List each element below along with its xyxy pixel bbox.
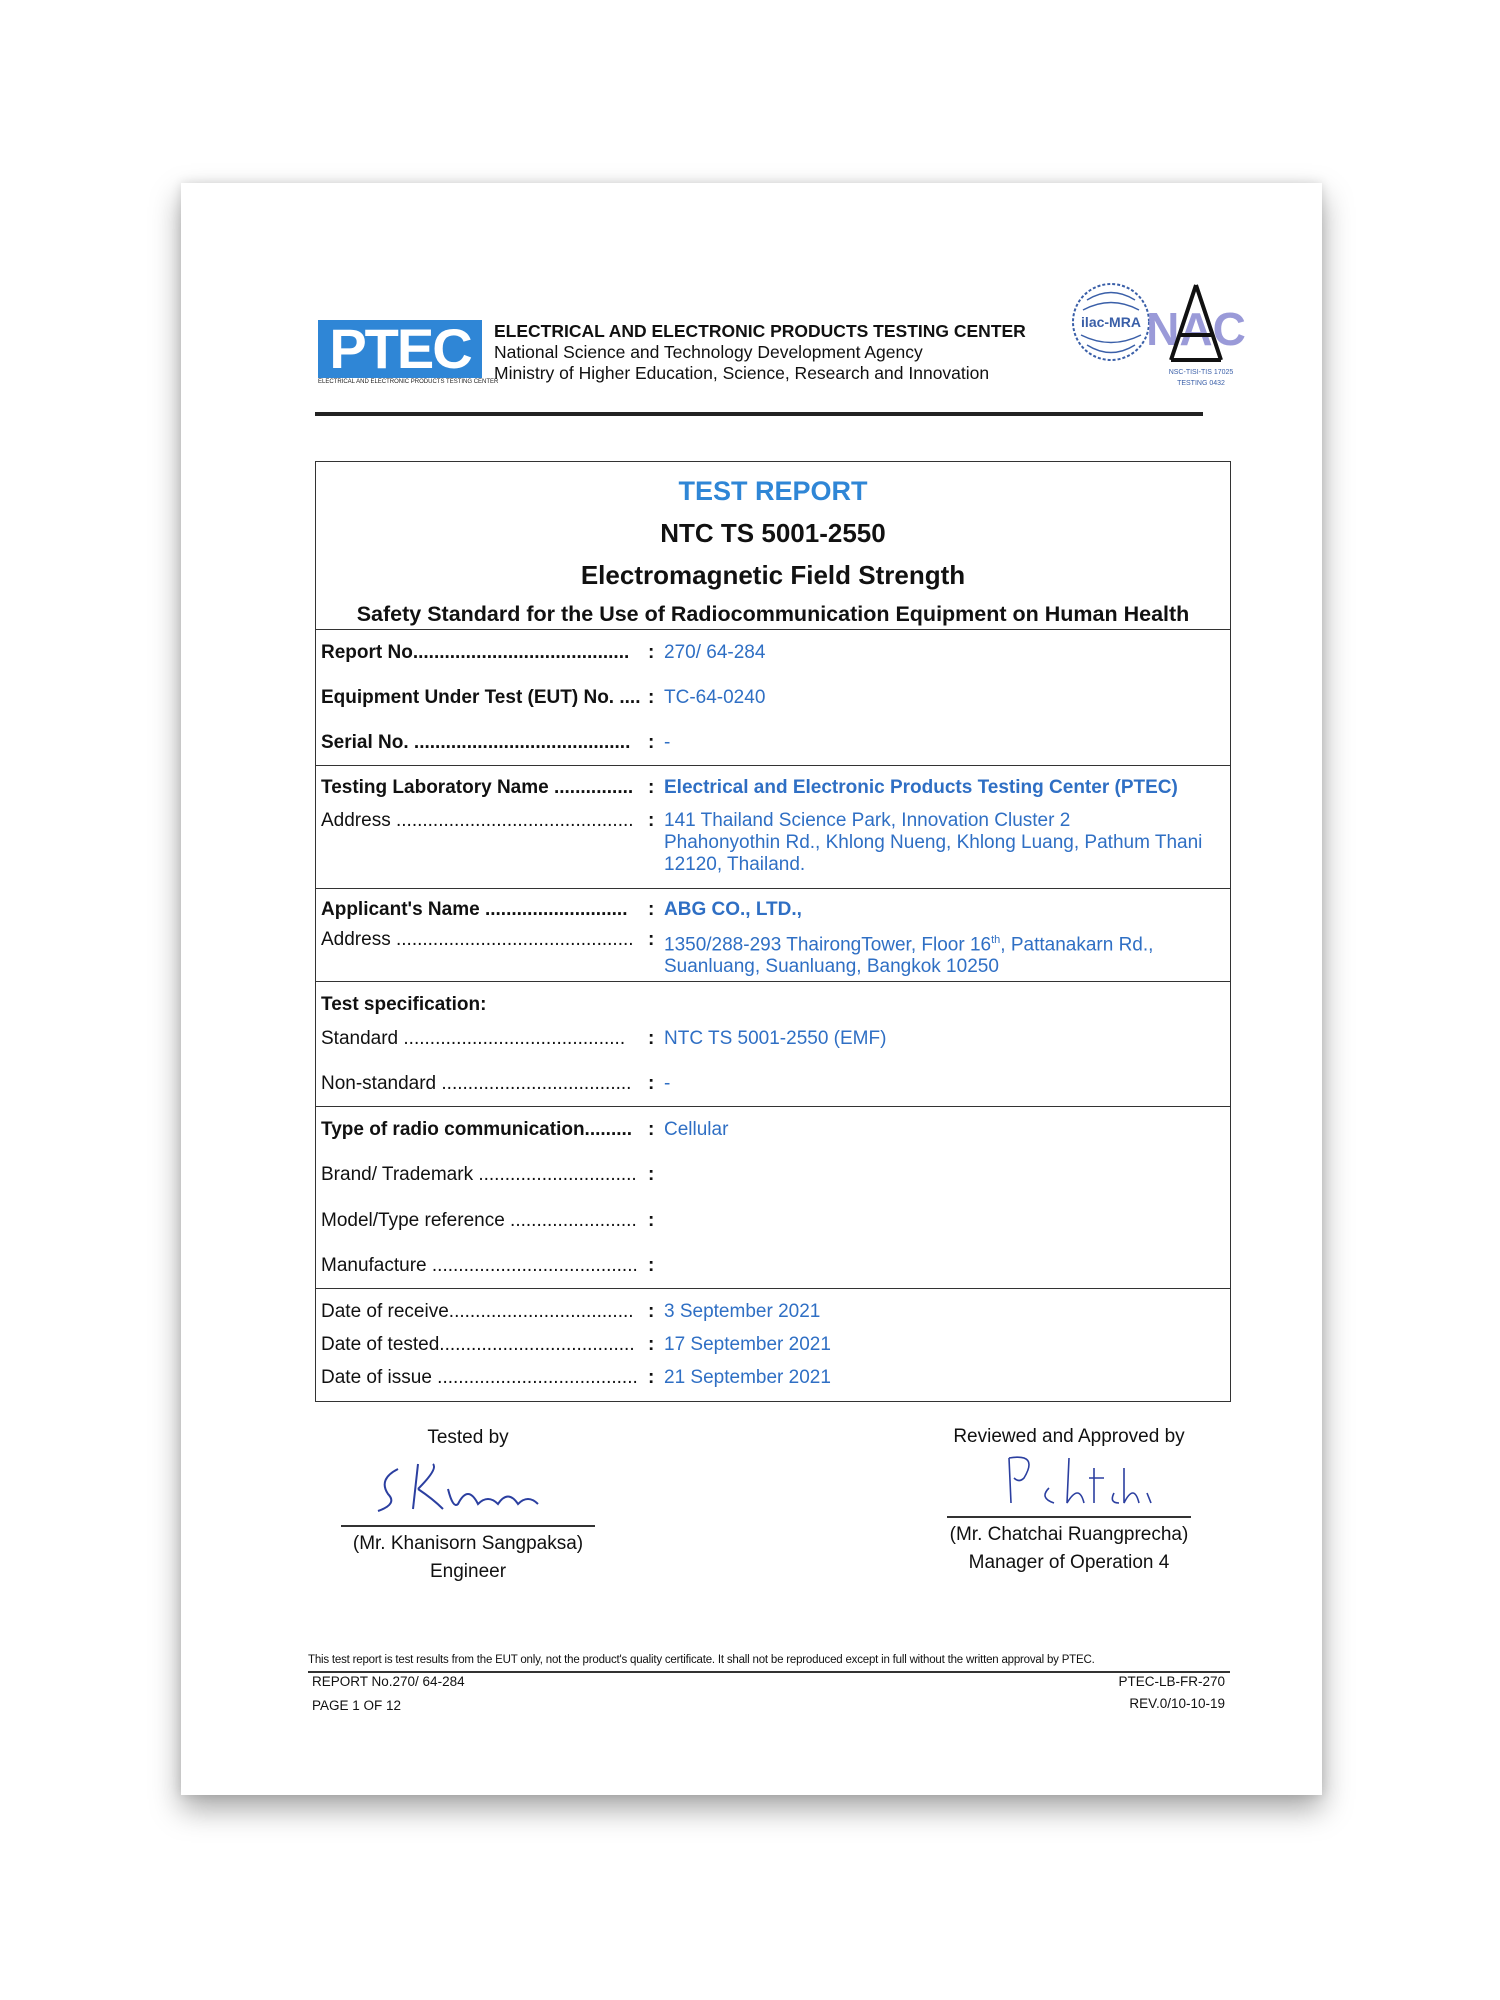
- applicant-address-value: [664, 929, 1153, 978]
- report-description: Safety Standard for the Use of Radiocommunication Equipment on Human Health: [356, 602, 1190, 626]
- colon: :: [648, 1164, 655, 1185]
- colon: :: [648, 1028, 655, 1049]
- accreditation-logos: [1071, 280, 1246, 390]
- field-label: Report No.........................................: [321, 642, 630, 663]
- report-standard: NTC TS 5001-2550: [660, 518, 886, 548]
- report-no-row: [321, 642, 1222, 664]
- eut-no-value: TC-64-0240: [664, 687, 766, 708]
- radio-type-value: Cellular: [664, 1119, 729, 1140]
- colon: :: [648, 732, 655, 753]
- report-subject: Electromagnetic Field Strength: [580, 560, 966, 590]
- colon: :: [648, 1255, 655, 1276]
- logo-subtext: ELECTRICAL AND ELECTRONIC PRODUCTS TESTING CENTER: [318, 379, 499, 385]
- footer-report-no: REPORT No.270/ 64-284: [312, 1674, 465, 1689]
- document-page: [181, 183, 1322, 1795]
- eut-no-row: [321, 687, 1222, 709]
- ministry-name: Ministry of Higher Education, Science, Research and Innovation: [494, 363, 990, 383]
- svg-text:NAC: NAC: [1146, 303, 1246, 355]
- field-label: Applicant's Name ...........................: [321, 899, 628, 920]
- colon: :: [648, 777, 655, 798]
- date-receive-value: 3 September 2021: [664, 1301, 821, 1322]
- colon: :: [648, 1367, 655, 1388]
- date-tested-value: 17 September 2021: [664, 1334, 831, 1355]
- applicant-name-value: ABG CO., LTD.,: [664, 899, 802, 920]
- approved-by-caption: Reviewed and Approved by: [953, 1426, 1185, 1447]
- svg-text:ilac-MRA: ilac-MRA: [1081, 314, 1141, 330]
- ptec-logo: [318, 317, 499, 386]
- lab-name-value: Electrical and Electronic Products Testing Center (PTEC): [664, 777, 1178, 798]
- colon: :: [648, 1210, 655, 1231]
- footer-rule: [308, 1671, 1230, 1673]
- non-standard-value: -: [664, 1073, 671, 1094]
- field-label: Test specification:: [321, 994, 487, 1015]
- manufacture-row: [321, 1255, 1222, 1277]
- field-label: Address .............................................: [321, 929, 634, 950]
- colon: :: [648, 642, 655, 663]
- signature-line: [947, 1516, 1191, 1518]
- lab-address-row: [321, 810, 1222, 876]
- address-line: 141 Thailand Science Park, Innovation Cluster 2: [664, 810, 1071, 831]
- address-line: Phahonyothin Rd., Khlong Nueng, Khlong Luang, Pathum Thani: [664, 832, 1203, 853]
- approved-by-block: [919, 1426, 1219, 1574]
- equipment-section: [316, 1106, 1230, 1288]
- lab-section: [316, 765, 1230, 888]
- colon: :: [648, 1073, 655, 1094]
- logo-text: PTEC: [318, 320, 482, 378]
- tested-by-caption: Tested by: [427, 1427, 509, 1448]
- dates-section: [316, 1288, 1230, 1401]
- test-spec-section: [316, 981, 1230, 1106]
- svg-text:TESTING 0432: TESTING 0432: [1177, 380, 1225, 387]
- non-standard-row: [321, 1073, 1222, 1095]
- footer-revision: REV.0/10-10-19: [1129, 1696, 1225, 1711]
- serial-no-row: [321, 732, 1222, 754]
- footer-form-code: PTEC-LB-FR-270: [1118, 1674, 1225, 1689]
- field-label: Manufacture .......................................: [321, 1255, 638, 1276]
- standard-row: [321, 1028, 1222, 1050]
- header-rule: [315, 412, 1203, 416]
- svg-text:NSC-TISI-TIS 17025: NSC-TISI-TIS 17025: [1168, 369, 1234, 376]
- field-label: Standard ..........................................: [321, 1028, 626, 1049]
- ilac-mra-logo-icon: [1071, 280, 1246, 390]
- title-section: [316, 462, 1230, 629]
- colon: :: [648, 1119, 655, 1140]
- field-label: Testing Laboratory Name ...............: [321, 777, 634, 798]
- field-label: Type of radio communication.........: [321, 1119, 633, 1140]
- colon: :: [648, 1301, 655, 1322]
- approver-signature: [919, 1448, 1219, 1510]
- tested-by-block: [318, 1427, 618, 1583]
- field-label: Date of receive...................................: [321, 1301, 634, 1322]
- footer-disclaimer: This test report is test results from the EUT only, not the product's quality certificate. It shall not be reproduced except in full without the written approval by PTEC.: [308, 1654, 1095, 1666]
- brand-row: [321, 1164, 1222, 1186]
- test-spec-heading: [321, 994, 1222, 1016]
- address-line: Suanluang, Suanluang, Bangkok 10250: [664, 956, 999, 978]
- model-row: [321, 1210, 1222, 1232]
- report-ids-section: [316, 629, 1230, 765]
- address-text: , Pattanakarn Rd.,: [1000, 934, 1154, 956]
- field-label: Address .............................................: [321, 810, 634, 831]
- header-text: [494, 321, 1026, 384]
- field-label: Non-standard ....................................: [321, 1073, 632, 1094]
- serial-no-value: -: [664, 732, 671, 753]
- applicant-name-row: [321, 899, 1222, 921]
- applicant-section: [316, 888, 1230, 981]
- footer-page-number: PAGE 1 OF 12: [312, 1698, 402, 1713]
- radio-type-row: [321, 1119, 1222, 1141]
- field-label: Equipment Under Test (EUT) No. ....: [321, 687, 641, 708]
- tester-role: Engineer: [429, 1560, 507, 1582]
- approver-name: (Mr. Chatchai Ruangprecha): [949, 1523, 1189, 1545]
- field-label: Serial No. .........................................: [321, 732, 631, 753]
- agency-name: National Science and Technology Development Agency: [494, 342, 923, 362]
- applicant-address-row: [321, 929, 1222, 978]
- report-summary-table: [315, 461, 1231, 1402]
- signature-line: [341, 1525, 595, 1527]
- colon: :: [648, 929, 655, 950]
- field-label: Date of issue ......................................: [321, 1367, 638, 1388]
- colon: :: [648, 1334, 655, 1355]
- field-label: Date of tested.....................................: [321, 1334, 635, 1355]
- address-sup: th: [991, 934, 1001, 946]
- standard-value: NTC TS 5001-2550 (EMF): [664, 1028, 887, 1049]
- tester-name: (Mr. Khanisorn Sangpaksa): [352, 1532, 584, 1554]
- lab-address-value: [664, 810, 1202, 876]
- address-line: 12120, Thailand.: [664, 854, 806, 875]
- tested-signature: [318, 1449, 618, 1519]
- report-no-value: 270/ 64-284: [664, 642, 766, 663]
- date-tested-row: [321, 1334, 1222, 1356]
- date-issue-row: [321, 1367, 1222, 1389]
- date-issue-value: 21 September 2021: [664, 1367, 831, 1388]
- colon: :: [648, 810, 655, 831]
- report-heading: TEST REPORT: [678, 476, 868, 506]
- colon: :: [648, 899, 655, 920]
- approver-role: Manager of Operation 4: [968, 1551, 1170, 1573]
- address-text: 1350/288-293 ThairongTower, Floor 16: [664, 934, 992, 956]
- address-line: [664, 929, 1153, 956]
- field-label: Model/Type reference ........................: [321, 1210, 637, 1231]
- field-label: Brand/ Trademark ..............................: [321, 1164, 637, 1185]
- date-receive-row: [321, 1301, 1222, 1323]
- lab-name-row: [321, 777, 1222, 799]
- colon: :: [648, 687, 655, 708]
- org-name: ELECTRICAL AND ELECTRONIC PRODUCTS TESTING CENTER: [494, 321, 1026, 341]
